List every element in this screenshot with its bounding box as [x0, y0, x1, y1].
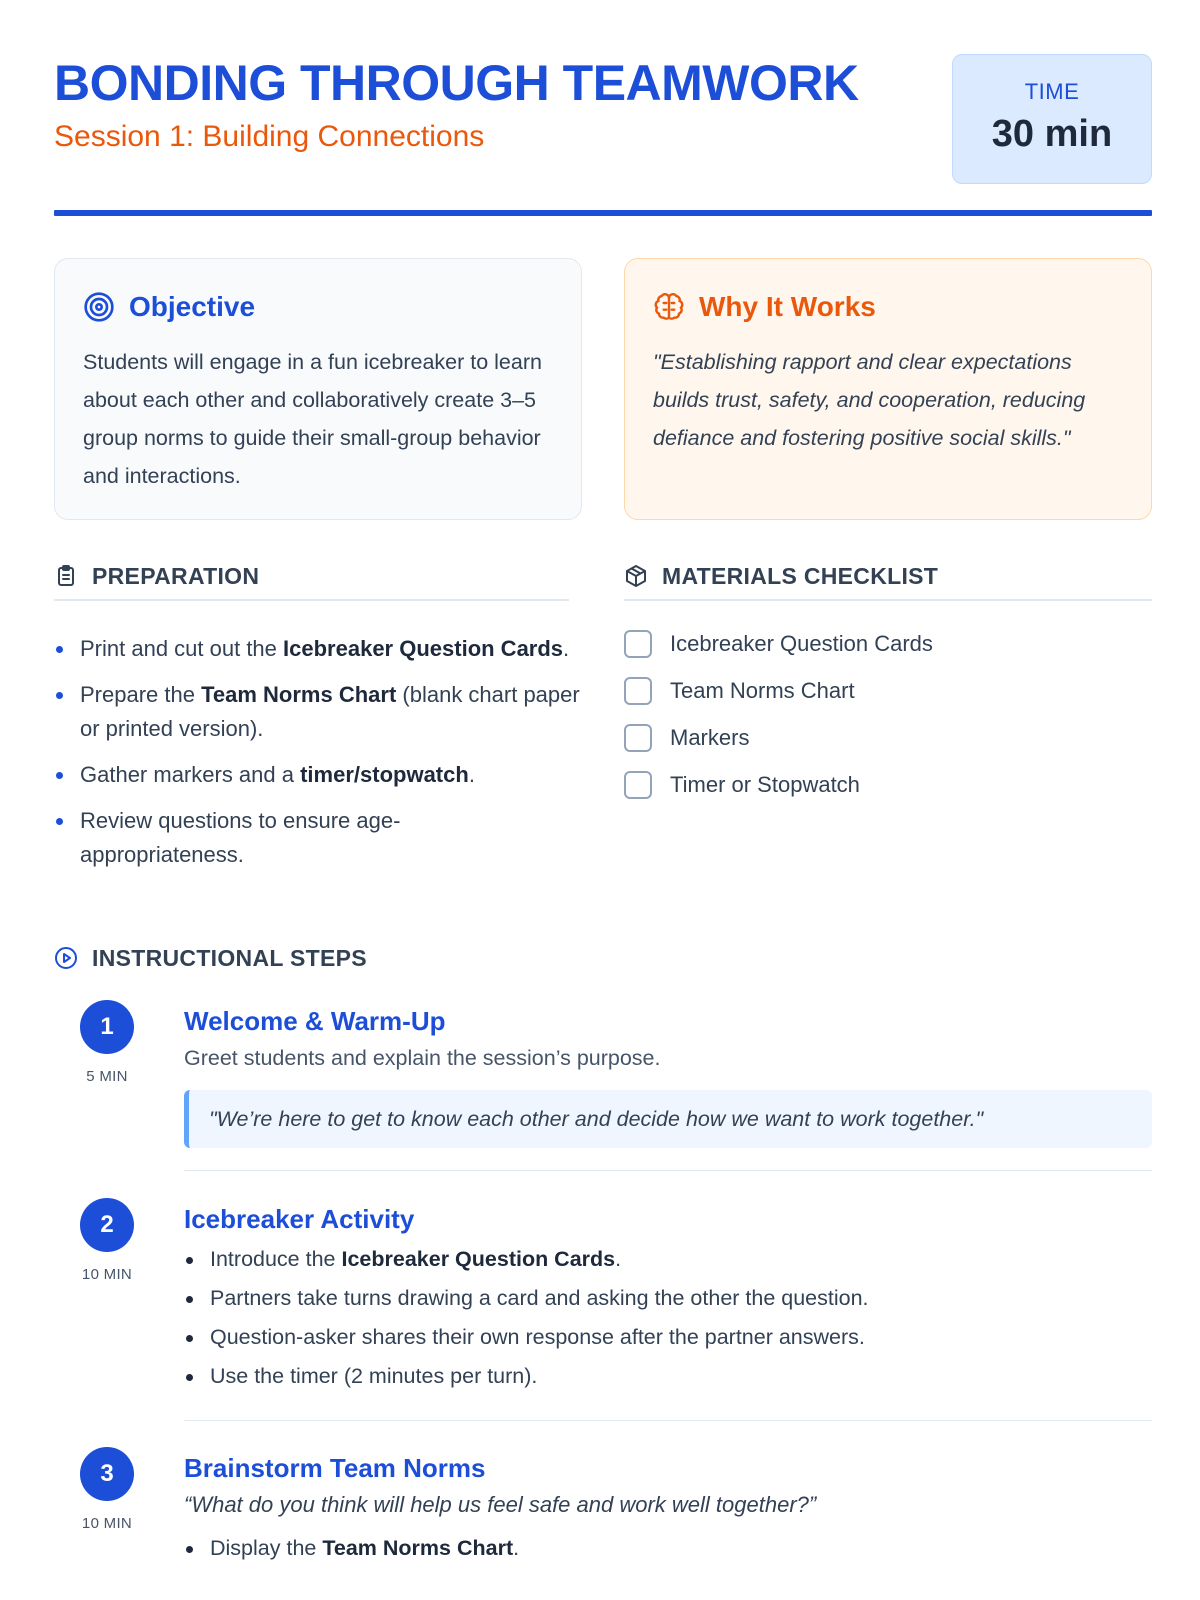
why-it-works-card — [624, 258, 1152, 520]
step-duration: 5 MIN — [86, 1068, 128, 1085]
checkbox[interactable] — [624, 771, 652, 799]
page-subtitle: Session 1: Building Connections — [54, 120, 485, 153]
header — [54, 52, 1152, 182]
checklist-item[interactable]: Team Norms Chart — [624, 667, 1152, 714]
page-title: BONDING THROUGH TEAMWORK — [54, 55, 859, 111]
checkbox[interactable] — [624, 724, 652, 752]
list-item: Introduce the Icebreaker Question Cards. — [184, 1240, 1152, 1279]
step-number: 1 — [80, 1000, 134, 1054]
time-box — [952, 54, 1152, 184]
step-script-quote: "We’re here to get to know each other and decide how we want to work together." — [184, 1090, 1152, 1148]
step-prompt-quote: “What do you think will help us feel safe and work well together?” — [184, 1492, 817, 1517]
step-bullet-list — [184, 1529, 1152, 1568]
package-icon — [624, 564, 648, 588]
preparation-header — [54, 556, 259, 596]
preparation-title: PREPARATION — [92, 562, 260, 589]
step-title: Icebreaker Activity — [184, 1204, 415, 1234]
steps-title: INSTRUCTIONAL STEPS — [92, 944, 367, 971]
time-value: 30 min — [991, 113, 1113, 155]
objective-text: Students will engage in a fun icebreaker to learn about each other and collaboratively create 3–5 group norms to guide their small-group behavior and interactions. — [83, 350, 542, 488]
checklist-item[interactable]: Markers — [624, 714, 1152, 761]
preparation-divider — [54, 599, 569, 601]
objective-card — [54, 258, 582, 520]
step-duration: 10 MIN — [81, 1515, 133, 1532]
steps-header — [54, 938, 367, 978]
checklist-item[interactable]: Icebreaker Question Cards — [624, 620, 1152, 667]
time-label: TIME — [1024, 79, 1080, 104]
step-title: Welcome & Warm-Up — [184, 1006, 446, 1036]
brain-icon — [653, 291, 685, 323]
checkbox[interactable] — [624, 677, 652, 705]
list-item: Use the timer (2 minutes per turn). — [184, 1357, 1152, 1396]
step-number: 3 — [80, 1447, 134, 1501]
step-title: Brainstorm Team Norms — [184, 1453, 486, 1483]
clipboard-icon — [54, 564, 78, 588]
list-item: Prepare the Team Norms Chart (blank chart paper or printed version). — [54, 678, 582, 746]
step-bullet-list — [184, 1240, 1152, 1396]
list-item: Gather markers and a timer/stopwatch. — [54, 758, 582, 792]
checklist-item[interactable]: Timer or Stopwatch — [624, 761, 1152, 808]
materials-checklist — [624, 620, 1152, 808]
step-description: Greet students and explain the session’s purpose. — [184, 1046, 661, 1070]
list-item: Partners take turns drawing a card and asking the other the question. — [184, 1279, 1152, 1318]
step-number: 2 — [80, 1198, 134, 1252]
materials-title: MATERIALS CHECKLIST — [662, 562, 939, 589]
target-icon — [83, 291, 115, 323]
list-item: Review questions to ensure age-appropriateness. — [54, 804, 582, 872]
header-divider — [54, 210, 1152, 216]
list-item: Print and cut out the Icebreaker Question Cards. — [54, 632, 582, 666]
play-circle-icon — [54, 946, 78, 970]
objective-title: Objective — [129, 291, 256, 322]
step-duration: 10 MIN — [81, 1266, 133, 1283]
materials-header — [624, 556, 938, 596]
step-divider — [184, 1170, 1152, 1171]
preparation-list — [54, 632, 582, 884]
list-item: Display the Team Norms Chart. — [184, 1529, 1152, 1568]
why-quote: "Establishing rapport and clear expectations builds trust, safety, and cooperation, reducing defiance and fostering positive social skills." — [653, 350, 1086, 450]
step-divider — [184, 1420, 1152, 1421]
checkbox[interactable] — [624, 630, 652, 658]
lesson-plan-page — [54, 0, 1152, 1600]
list-item: Question-asker shares their own response after the partner answers. — [184, 1318, 1152, 1357]
why-title: Why It Works — [699, 291, 876, 322]
materials-divider — [624, 599, 1152, 601]
